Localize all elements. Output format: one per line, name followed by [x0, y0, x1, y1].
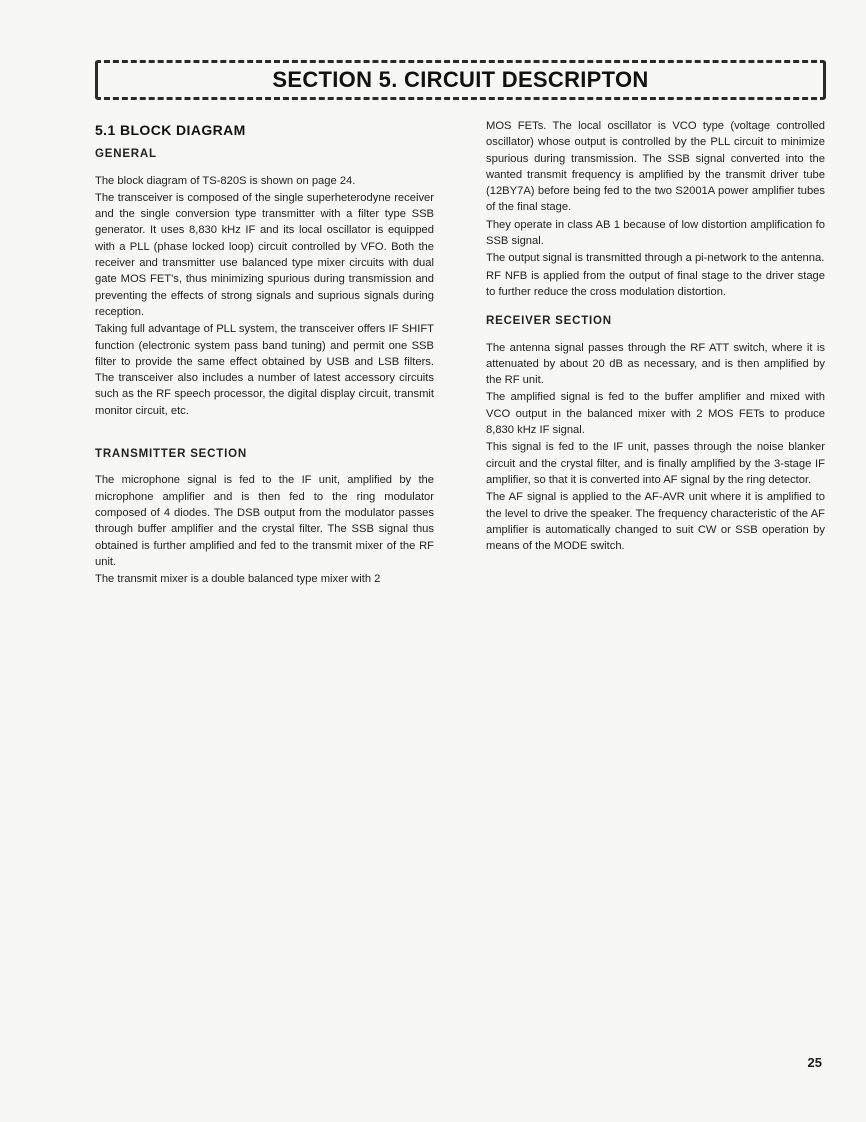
transmitter-paragraph: RF NFB is applied from the output of final stage to the driver stage to further reduce the cross modulation distortion.	[486, 269, 825, 298]
receiver-paragraph: This signal is fed to the IF unit, passes through the noise blanker circuit and the crystal filter, and is finally amplified by the 3-stage IF amplifier, so that it is converted into AF signal by the ring detector.	[486, 441, 825, 486]
general-paragraph: The transceiver is composed of the single superheterodyne receiver and the single conversion type transmitter with a filter type SSB generator. It uses 8,830 kHz IF and its local oscillator is equipped with a PLL (phase locked loop) circuit controlled by VFO. Both the receiver and transmitter use balanced type mixer circuits with dual gate MOS FET's, thus minimizing spurious during transmission and preventing the effects of strong signals and suprious signals during reception.	[95, 191, 434, 318]
block-diagram-heading: 5.1 BLOCK DIAGRAM	[95, 122, 246, 138]
receiver-heading: RECEIVER SECTION	[486, 315, 612, 328]
left-column	[95, 118, 434, 588]
right-column	[486, 118, 825, 555]
general-heading: GENERAL	[95, 148, 157, 161]
page-number: 25	[807, 1055, 822, 1070]
transmitter-heading: TRANSMITTER SECTION	[95, 448, 247, 461]
receiver-paragraph: The amplified signal is fed to the buffer amplifier and mixed with VCO output in the balanced mixer with 2 MOS FETs to produce 8,830 kHz IF signal.	[486, 391, 825, 437]
transmitter-paragraph: MOS FETs. The local oscillator is VCO type (voltage controlled oscillator) whose output is controlled by the PLL circuit to minimize spurious during transmission. The SSB signal converted into the wanted transmit frequency is amplified by the transmit driver tube (12BY7A) before being fed to the two S2001A power amplifier tubes of the final stage.	[486, 120, 825, 214]
general-paragraph: Taking full advantage of PLL system, the transceiver offers IF SHIFT function (electronic system pass band tuning) and permit one SSB filter to provide the same effect obtained by USB and LSB filters. The transceiver also includes a number of latest accessory circuits such as the RF speech processor, the digital display circuit, transmit monitor circuit, etc.	[95, 323, 434, 417]
transmitter-paragraph: The output signal is transmitted through a pi-network to the antenna.	[486, 252, 825, 265]
transmitter-paragraph: They operate in class AB 1 because of low distortion amplification fo SSB signal.	[486, 218, 825, 248]
receiver-paragraph: The AF signal is applied to the AF-AVR unit where it is amplified to the level to drive the speaker. The frequency characteristic of the AF amplifier is automatically changed to suit CW or SSB operation by means of the MODE switch.	[486, 491, 825, 553]
transmitter-paragraph: The microphone signal is fed to the IF unit, amplified by the microphone amplifier and is then fed to the ring modulator composed of 4 diodes. The DSB output from the modulator passes through buffer amplifier and the crystal filter. The SSB signal thus obtained is further amplified and fed to the transmit mixer of the RF unit.	[95, 474, 434, 568]
section-title: SECTION 5. CIRCUIT DESCRIPTON	[272, 67, 649, 92]
receiver-paragraph: The antenna signal passes through the RF ATT switch, where it is attenuated by about 20 dB as necessary, and is then amplified by the RF unit.	[486, 341, 825, 387]
section-title-box	[95, 60, 826, 100]
general-paragraph: The block diagram of TS-820S is shown on page 24.	[95, 174, 356, 187]
transmitter-paragraph: The transmit mixer is a double balanced type mixer with 2	[95, 573, 381, 586]
